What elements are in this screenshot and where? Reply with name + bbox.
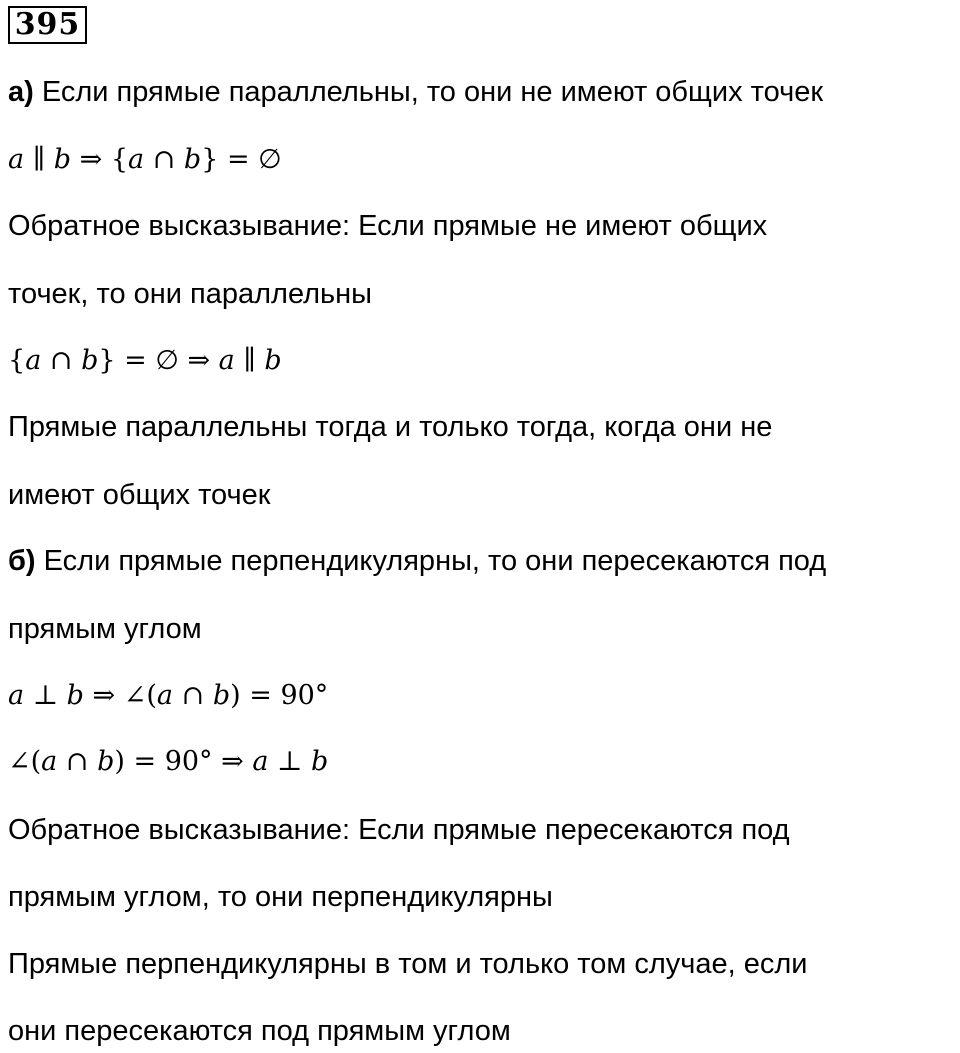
- empty-set-result: } = ∅: [201, 144, 282, 175]
- implies-op: ⇒ {: [71, 144, 129, 175]
- part-a-statement: [8, 72, 823, 112]
- parallel-op: ∥: [24, 144, 54, 175]
- var-b: b: [264, 345, 282, 376]
- part-b-formula-direct: [8, 676, 328, 716]
- var-b: b: [183, 144, 202, 175]
- part-b-label: б): [8, 545, 36, 577]
- perpendicular-op: ⊥: [268, 746, 312, 777]
- part-a-formula-direct: [8, 140, 282, 180]
- var-a: a: [25, 345, 42, 376]
- intersection-op: ∩: [41, 345, 82, 376]
- perpendicular-op: ⊥: [24, 680, 67, 711]
- part-b-converse-line1: Обратное высказывание: Если прямые пересекаются под: [8, 814, 790, 846]
- part-b-conclusion-line2: они пересекаются под прямым углом: [8, 1015, 511, 1047]
- intersection-op: ∩: [144, 144, 184, 175]
- var-b: b: [311, 746, 329, 777]
- part-a-converse-line2: точек, то они параллельны: [8, 278, 373, 310]
- part-b-statement-line1: [8, 541, 826, 581]
- parallel-op: ∥: [234, 345, 265, 376]
- var-b: b: [53, 144, 72, 175]
- part-a-converse-line1: Обратное высказывание: Если прямые не имеют общих: [8, 210, 768, 242]
- implies-angle-op: ⇒ ∠(: [83, 680, 157, 711]
- part-b-converse-line2: прямым углом, то они перпендикулярны: [8, 881, 553, 913]
- part-a-statement-text: Если прямые параллельны, то они не имеют общих точек: [33, 76, 824, 108]
- part-b-formula-converse: [8, 742, 328, 782]
- var-a: a: [156, 680, 174, 711]
- intersection-op: ∩: [173, 680, 213, 711]
- right-angle-implies: ) = 90° ⇒: [114, 746, 253, 777]
- var-a: a: [128, 144, 145, 175]
- right-angle-result: ) = 90°: [230, 680, 329, 711]
- var-a: a: [41, 746, 58, 777]
- angle-open: ∠(: [8, 746, 42, 777]
- intersection-op: ∩: [57, 746, 98, 777]
- var-a: a: [8, 680, 25, 711]
- part-a-formula-converse: [8, 341, 282, 381]
- part-b-statement-line2: прямым углом: [8, 613, 202, 645]
- part-b-statement-text: Если прямые перпендикулярны, то они пересекаются под: [35, 545, 827, 577]
- part-a-conclusion-line1: Прямые параллельны тогда и только тогда, когда они не: [8, 411, 773, 443]
- part-a-conclusion-line2: имеют общих точек: [8, 479, 271, 511]
- problem-number: 395: [8, 6, 87, 44]
- var-a: a: [252, 746, 269, 777]
- var-b: b: [66, 680, 84, 711]
- var-a: a: [8, 144, 25, 175]
- var-b: b: [81, 345, 99, 376]
- var-b: b: [212, 680, 231, 711]
- part-a-label: а): [8, 76, 34, 108]
- part-b-conclusion-line1: Прямые перпендикулярны в том и только том случае, если: [8, 948, 808, 980]
- brace-open: {: [8, 345, 26, 376]
- empty-set-implies: } = ∅ ⇒: [98, 345, 219, 376]
- var-b: b: [97, 746, 115, 777]
- var-a: a: [218, 345, 235, 376]
